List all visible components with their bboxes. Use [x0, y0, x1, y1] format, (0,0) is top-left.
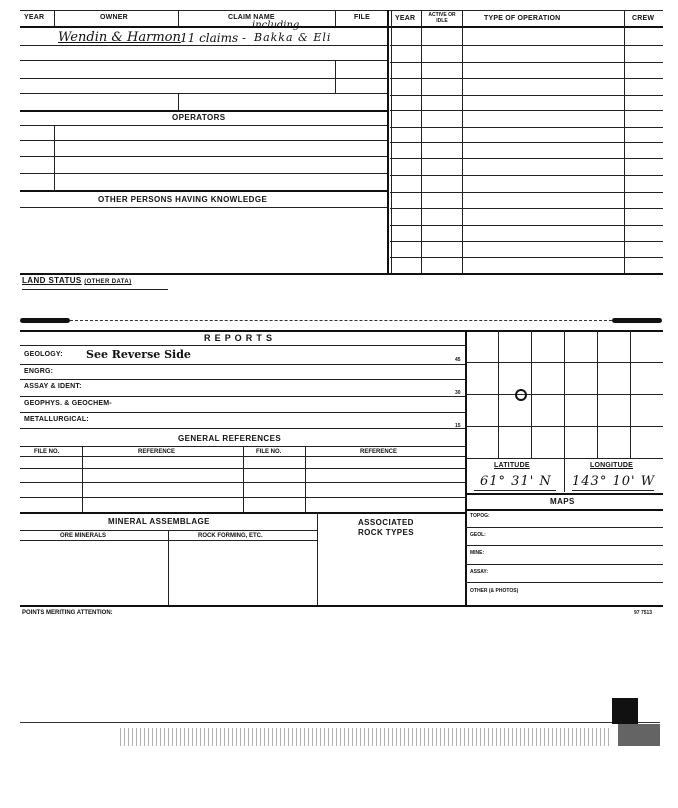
latitude-label: LATITUDE — [494, 462, 530, 469]
header-year-2: YEAR — [395, 15, 416, 22]
location-marker-icon — [515, 389, 527, 401]
land-status-label: LAND STATUS (OTHER DATA) — [22, 276, 132, 285]
maps-geol: GEOL: — [470, 532, 486, 538]
latitude-value: 61° 31' N — [480, 474, 552, 489]
assay-num: 30 — [455, 390, 461, 396]
reports-title: R E P O R T S — [204, 333, 273, 343]
associated-label: ASSOCIATED — [358, 518, 414, 527]
scan-smudge — [120, 728, 610, 746]
scan-dark-block — [612, 698, 638, 724]
geology-label: GEOLOGY: — [24, 351, 63, 358]
divider-bar-right — [612, 318, 662, 323]
ref-reference-2: REFERENCE — [360, 449, 398, 455]
maps-mine: MINE: — [470, 550, 485, 556]
claim-note: including — [252, 20, 300, 31]
maps-assay: ASSAY: — [470, 569, 489, 575]
general-references-title: GENERAL REFERENCES — [178, 434, 282, 443]
ref-file-no-1: FILE NO. — [34, 449, 60, 455]
owner-entry: Wendin & Harmon — [58, 30, 181, 45]
header-crew: CREW — [632, 15, 655, 22]
operators-label: OPERATORS — [172, 113, 226, 122]
form-number: 97 7513 — [634, 610, 653, 616]
other-persons-label: OTHER PERSONS HAVING KNOWLEDGE — [98, 195, 268, 204]
header-year: YEAR — [24, 14, 45, 21]
longitude-label: LONGITUDE — [590, 462, 634, 469]
header-type-of-operation: TYPE OF OPERATION — [484, 15, 561, 22]
maps-other: OTHER (& PHOTOS) — [470, 588, 519, 594]
header-file: FILE — [354, 14, 370, 21]
claim-entry: 11 claims - — [180, 31, 247, 45]
metallurgical-num: 15 — [455, 423, 461, 429]
scan-dark-block-2 — [618, 724, 660, 746]
claim-names: Bakka & Eli — [254, 31, 332, 44]
points-label: POINTS MERITING ATTENTION: — [22, 610, 113, 616]
assay-label: ASSAY & IDENT: — [24, 383, 82, 390]
metallurgical-label: METALLURGICAL: — [24, 416, 89, 423]
header-owner: OWNER — [100, 14, 128, 21]
rock-forming-label: ROCK FORMING, ETC. — [198, 533, 263, 539]
rock-types-label: ROCK TYPES — [358, 528, 415, 537]
mineral-assemblage-title: MINERAL ASSEMBLAGE — [108, 517, 210, 526]
maps-title: MAPS — [550, 497, 575, 506]
header-active-or-idle: ACTIVE OR IDLE — [428, 12, 456, 24]
ref-file-no-2: FILE NO. — [256, 449, 282, 455]
ore-minerals-label: ORE MINERALS — [60, 533, 107, 539]
divider-bar — [20, 318, 70, 323]
longitude-value: 143° 10' W — [572, 474, 656, 489]
geology-num: 45 — [455, 357, 461, 363]
engrg-label: ENGRG: — [24, 368, 54, 375]
geology-value: See Reverse Side — [86, 348, 191, 361]
header-claim-name: CLAIM NAME — [228, 14, 275, 21]
geophys-label: GEOPHYS. & GEOCHEM- — [24, 400, 112, 407]
ref-reference-1: REFERENCE — [138, 449, 176, 455]
maps-topog: TOPOG: — [470, 513, 490, 519]
